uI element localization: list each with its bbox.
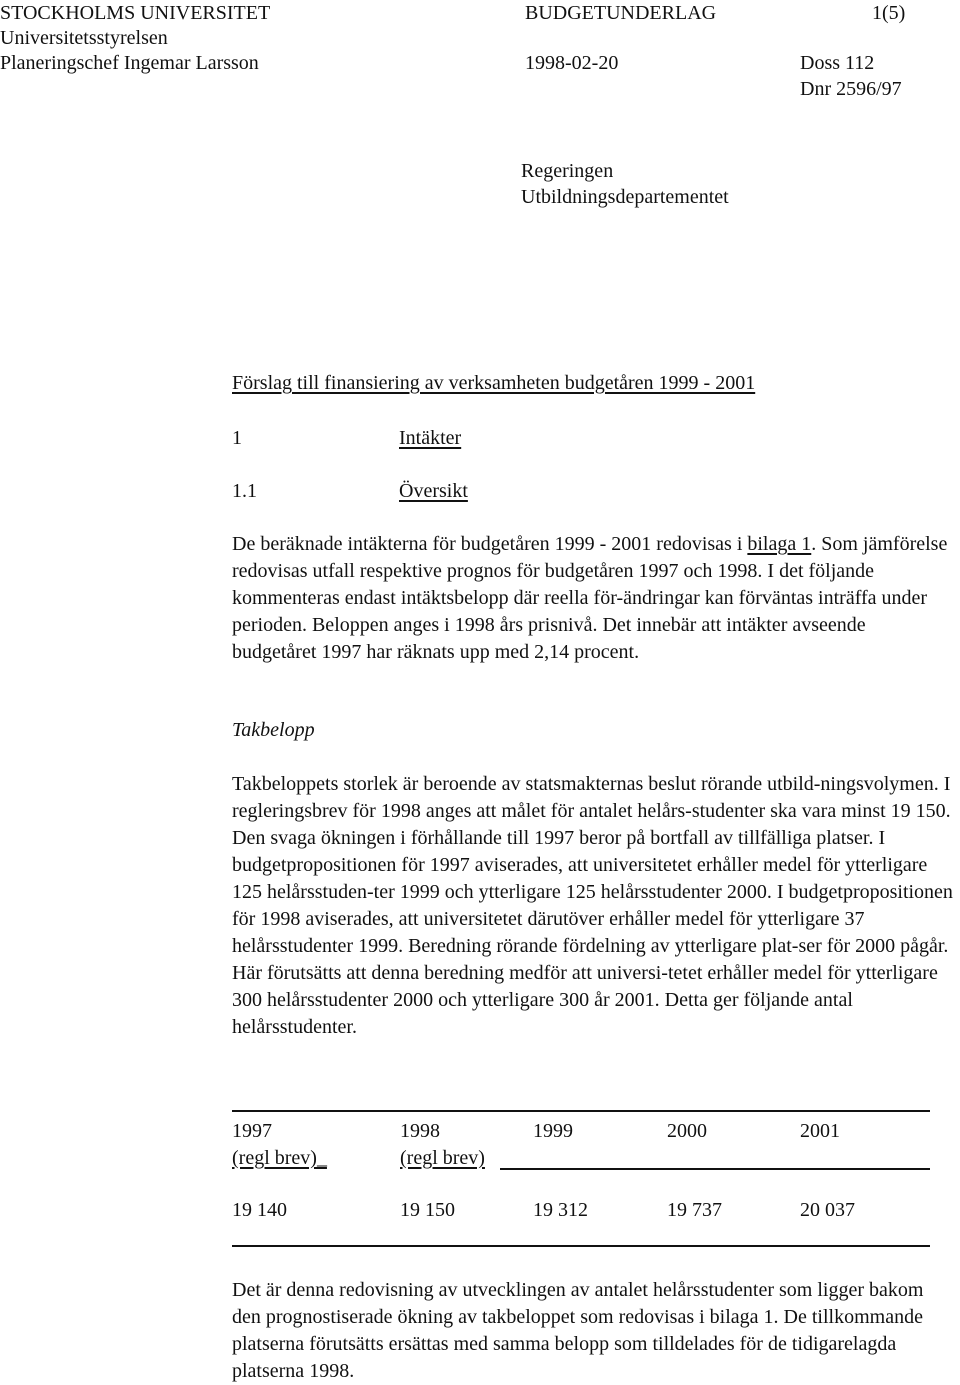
table-value-1998: 19 150 [400, 1199, 455, 1221]
document-type: BUDGETUNDERLAG [525, 2, 717, 24]
document-title: Förslag till finansiering av verksamheten budgetåren 1999 - 2001 [232, 372, 756, 394]
author: Planeringschef Ingemar Larsson [0, 52, 259, 74]
doss-number: Doss 112 [800, 52, 875, 74]
overview-text-start: De beräknade intäkterna för budgetåren 1999 - 2001 redovisas i [232, 533, 748, 555]
table-header-rule [500, 1168, 930, 1170]
bilaga-1-link[interactable]: bilaga 1 [747, 533, 812, 555]
table-value-2000: 19 737 [667, 1199, 722, 1221]
table-value-1997: 19 140 [232, 1199, 287, 1221]
recipient-line-2: Utbildningsdepartementet [521, 186, 729, 208]
table-year-2000: 2000 [667, 1120, 707, 1142]
overview-text-end: . Som jämförelse redovisas utfall respektive prognos för budgetåren 1997 och 1998. I det följande kommenteras endast intäktsbelopp där reella för-ändringar kan förväntas inträffa under perioden. Beloppen anges i 1998 års prisnivå. Det innebär att intäkter avseende budgetåret 1997 har räknats upp med 2,14 procent. [232, 533, 948, 663]
document-date: 1998-02-20 [525, 52, 619, 74]
section-1-heading: Intäkter [399, 427, 462, 449]
table-year-1999: 1999 [533, 1120, 573, 1142]
section-1-1-number: 1.1 [232, 480, 257, 502]
section-1-1-heading: Översikt [399, 480, 468, 502]
table-year-1997: 1997 [232, 1120, 272, 1142]
takbelopp-paragraph: Takbeloppets storlek är beroende av statsmakternas beslut rörande utbild-ningsvolymen. I regleringsbrev för 1998 anges att målet för antalet helårs-studenter ska vara minst 19 150. Den svaga ökningen i förhållande till 1997 beror på bortfall av tillfälliga platser. I budgetpropositionen för 1997 aviserades, att universitetet erhåller medel för ytterligare 125 helårsstuden-ter 1999 och ytterligare 125 helårsstudenter 2000. I budgetpropositionen för 1998 aviserades, att universitetet därutöver erhåller medel för ytterligare 37 helårsstudenter 1999. Beredning rörande fördelning av ytterligare plat-ser för 2000 pågår. Här förutsätts att denna beredning medför att universi-tetet erhåller medel för ytterligare 300 helårsstudenter 2000 och ytterligare 300 år 2001. Detta ger följande antal helårsstudenter. [232, 773, 953, 1038]
table-bottom-rule [232, 1245, 930, 1247]
closing-paragraph: Det är denna redovisning av utvecklingen av antalet helårsstudenter som ligger bakom den prognostiserade ökning av takbeloppet som redovisas i bilaga 1. De tillkommande platserna förutsätts ersättas med samma belopp som tilldelades för de tidigarelagda platserna 1998. [232, 1279, 924, 1382]
table-value-1999: 19 312 [533, 1199, 588, 1221]
recipient-line-1: Regeringen [521, 160, 614, 182]
overview-paragraph [232, 531, 954, 666]
board-name: Universitetsstyrelsen [0, 27, 168, 49]
org-name: STOCKHOLMS UNIVERSITET [0, 2, 271, 24]
dnr-number: Dnr 2596/97 [800, 78, 902, 100]
takbelopp-heading: Takbelopp [232, 719, 315, 741]
table-year-2001: 2001 [800, 1120, 840, 1142]
table-sub-1998: (regl brev) [400, 1147, 485, 1169]
table-sub-1997: (regl brev)_ [232, 1147, 327, 1169]
table-year-1998: 1998 [400, 1120, 440, 1142]
section-1-number: 1 [232, 427, 242, 449]
table-top-rule [232, 1110, 930, 1112]
table-value-2001: 20 037 [800, 1199, 855, 1221]
page-number: 1(5) [872, 2, 906, 24]
